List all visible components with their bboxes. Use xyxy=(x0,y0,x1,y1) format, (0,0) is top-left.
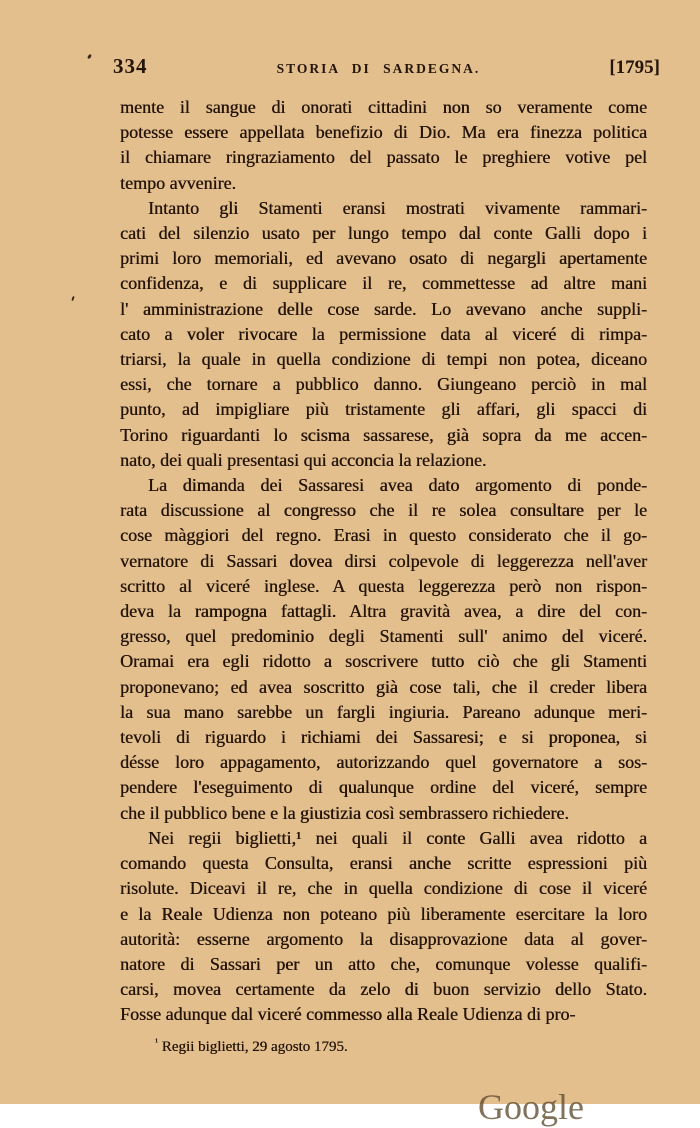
text-line: vernatore di Sassari dovea dirsi colpevole di leggerezza nell'aver xyxy=(120,550,647,571)
text-line: l' amministrazione delle cose sarde. Lo avevano anche suppli- xyxy=(120,298,647,319)
paragraph xyxy=(120,473,647,826)
text-line: e la Reale Udienza non poteano più liberamente esercitare la loro xyxy=(120,903,647,924)
text-line: essi, che tornare a pubblico danno. Giungeano perciò in mal xyxy=(120,374,647,395)
text-line: confidenza, e di supplicare il re, commettesse ad altre mani xyxy=(120,273,647,294)
text-line: che il pubblico bene e la giustizia così sembrassero richiedere. xyxy=(120,802,569,823)
text-line: tevoli di riguardo i richiami dei Sassaresi; e si proponea, si xyxy=(120,727,647,748)
text-line: Torino riguardanti lo scisma sassarese, già sopra da me accen- xyxy=(120,424,647,445)
text-line: punto, ad impigliare più tristamente gli affari, gli spacci di xyxy=(120,399,647,420)
text-line: triarsi, la quale in quella condizione di tempi non potea, diceano xyxy=(120,349,647,370)
footnote-marker: ¹ xyxy=(155,1036,158,1048)
page-header xyxy=(113,54,660,79)
text-line: cati del silenzio usato per lungo tempo dal conte Galli dopo i xyxy=(120,223,647,244)
text-line: cose màggiori del regno. Erasi in questo considerato che il go- xyxy=(120,525,647,546)
text-line: scritto al viceré inglese. A questa leggerezza però non rispon- xyxy=(120,575,647,596)
paragraph xyxy=(120,95,647,196)
running-title: STORIA DI SARDEGNA. xyxy=(276,61,481,76)
text-line: Intanto gli Stamenti eransi mostrati vivamente rammari- xyxy=(148,197,647,218)
footnote-text: Regii biglietti, 29 agosto 1795. xyxy=(161,1038,348,1055)
scan-speck xyxy=(71,296,75,301)
text-line: potesse essere appellata benefizio di Dio. Ma era finezza politica xyxy=(120,122,647,143)
text-line: nato, dei quali presentasi qui acconcia la relazione. xyxy=(120,449,487,470)
text-line: rata discussione al congresso che il re solea consultare per le xyxy=(120,500,647,521)
text-line: Nei regii biglietti,¹ nei quali il conte Galli avea ridotto a xyxy=(148,827,647,848)
text-line: mente il sangue di onorati cittadini non so veramente come xyxy=(120,97,647,117)
text-line: gresso, quel predominio degli Stamenti sull' animo del viceré. xyxy=(120,626,647,647)
text-line: deva la rampogna fattagli. Altra gravità avea, a dire del con- xyxy=(120,601,647,622)
text-line: La dimanda dei Sassaresi avea dato argomento di ponde- xyxy=(148,475,647,496)
text-line: primi loro memoriali, ed avevano osato di negargli apertamente xyxy=(120,248,647,269)
text-line: Oramai era egli ridotto a soscrivere tutto ciò che gli Stamenti xyxy=(120,651,647,672)
scan-speck xyxy=(87,54,92,60)
text-line: comando questa Consulta, eransi anche scritte espressioni più xyxy=(120,853,647,874)
text-line: Fosse adunque dal viceré commesso alla Reale Udienza di pro- xyxy=(120,1004,576,1025)
text-line: désse loro appagamento, autorizzando quel governatore a sos- xyxy=(120,752,647,773)
body-text xyxy=(120,95,647,1057)
page-number: 334 xyxy=(113,54,148,78)
year-marker: [1795] xyxy=(609,57,660,78)
google-scan-watermark: Google xyxy=(478,1087,584,1127)
text-line: natore di Sassari per un atto che, comunque volesse qualifi- xyxy=(120,953,647,974)
text-line: la sua mano sarebbe un fargli ingiuria. Pareano adunque meri- xyxy=(120,701,647,722)
text-line: proponevano; ed avea soscritto già cose tali, che il creder libera xyxy=(120,676,647,697)
text-line: pendere l'eseguimento di qualunque ordine del viceré, sempre xyxy=(120,777,647,798)
text-line: tempo avvenire. xyxy=(120,172,236,193)
text-line: autorità: esserne argomento la disapprovazione data al gover- xyxy=(120,928,647,949)
paragraph xyxy=(120,826,647,1028)
text-line: risolute. Diceavi il re, che in quella condizione di cose il viceré xyxy=(120,878,647,899)
footnote xyxy=(120,1033,647,1057)
text-line: cato a voler rivocare la permissione data al viceré di rimpa- xyxy=(120,323,647,344)
paragraph xyxy=(120,196,647,473)
text-line: il chiamare ringraziamento del passato le preghiere votive pel xyxy=(120,147,647,168)
text-line: carsi, movea certamente da zelo di buon servizio dello Stato. xyxy=(120,979,647,1000)
